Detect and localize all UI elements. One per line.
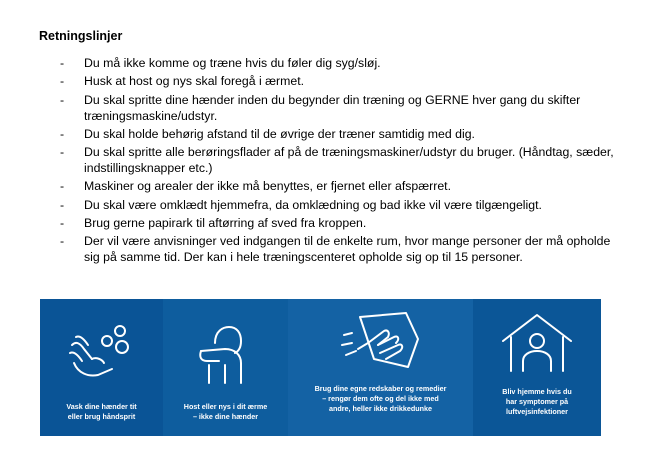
hand-wash-tile: Vask dine hænder tit eller brug håndsprit [40,299,163,436]
cough-elbow-icon [195,321,255,385]
cleaning-cloth-icon [338,309,424,373]
page-title: Retningslinjer [39,29,123,43]
list-item: - Du skal holde behørig afstand til de øvrige der træner samtidig med dig. [60,126,475,141]
hand-wash-icon [66,321,136,381]
list-item: - Du skal spritte alle berøringsflader af på de træningsmaskiner/udstyr du bruger. (Håndtag, sæder, indstillingsknapper etc.) [60,145,614,176]
own-equipment-tile: Brug dine egne redskaber og remedier – rengør dem ofte og del ikke med andre, heller ikke drikkedunke [288,299,473,436]
list-item: - Du må ikke komme og træne hvis du føler dig syg/sløj. [60,56,381,70]
guidelines-list [0,55,648,268]
list-item: - Husk at host og nys skal foregå i ærmet. [60,74,305,89]
list-item: - Brug gerne papirark til aftørring af sved fra kroppen. [60,216,367,231]
list-item: - Maskiner og arealer der ikke må benyttes, er fjernet eller afspærret. [60,179,452,194]
list-item: - Du skal spritte dine hænder inden du begynder din træning og GERNE hver gang du skifter træningsmaskine/udstyr. [60,92,581,123]
stay-home-tile: Bliv hjemme hvis du har symptomer på luftvejsinfektioner [473,299,601,436]
cough-elbow-tile: Host eller nys i dit ærme – ikke dine hænder [163,299,288,436]
health-advice-banner [40,299,601,436]
list-item: - Der vil være anvisninger ved indgangen til de enkelte rum, hvor mange personer der må opholde sig på samme tid. Der kan i hele træningscenteret opholde sig op til 15 personer. [60,234,611,265]
stay-home-icon [499,311,575,375]
list-item: - Du skal være omklædt hjemmefra, da omklædning og bad ikke vil være tilgængeligt. [60,197,542,212]
